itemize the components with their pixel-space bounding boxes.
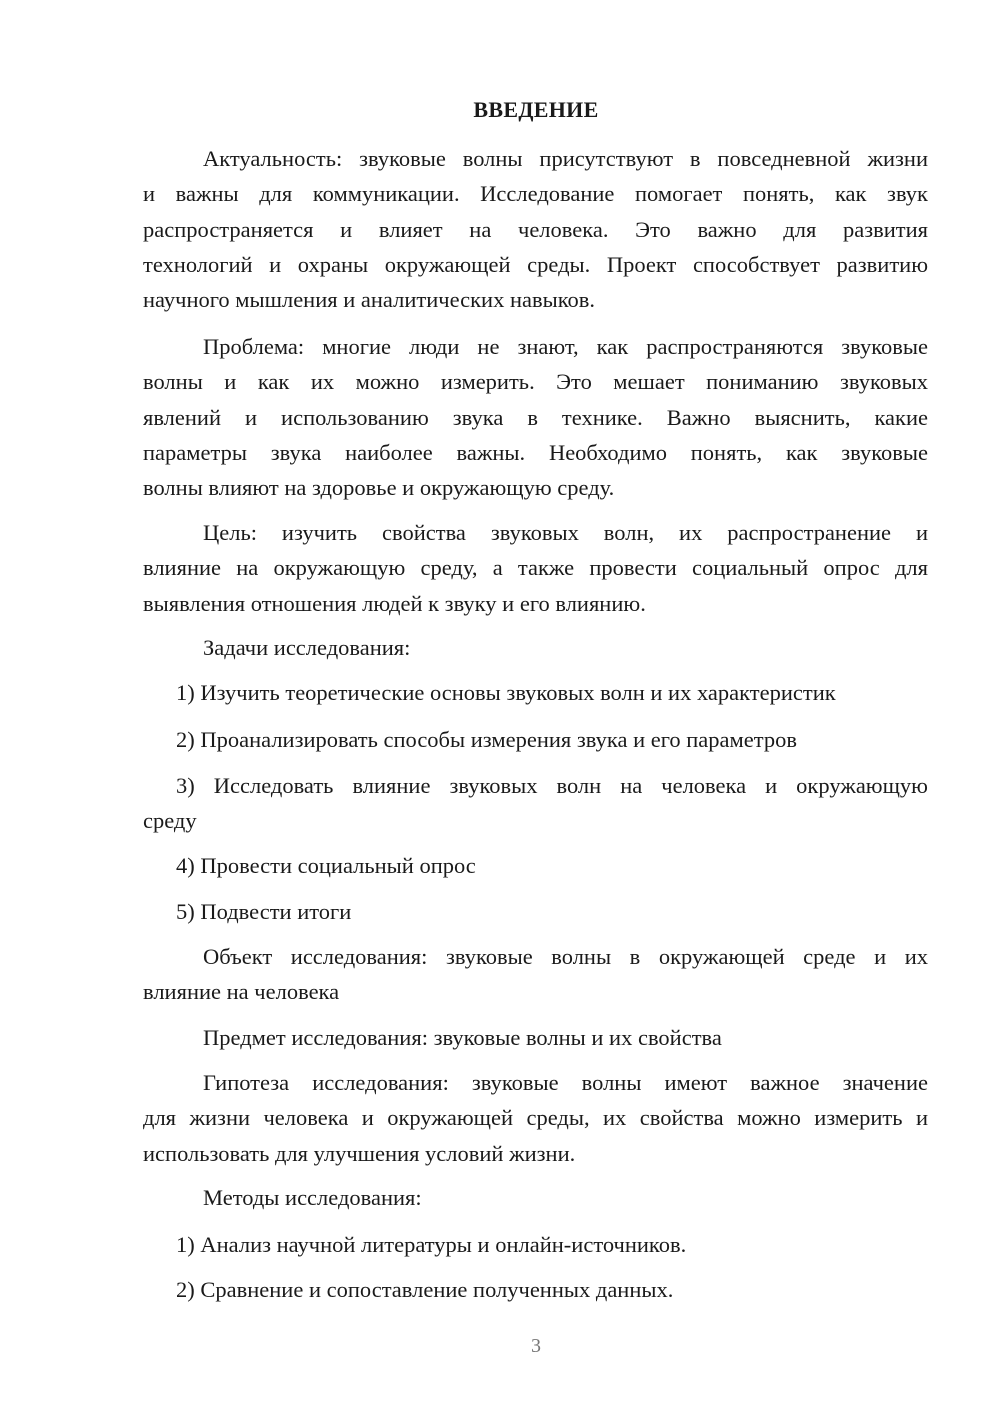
text-line: технологий и охраны окружающей среды. Проект способствует развитию xyxy=(143,251,928,277)
text-line: явлений и использованию звука в технике. Важно выяснить, какие xyxy=(143,404,928,430)
text-line: и важны для коммуникации. Исследование помогает понять, как звук xyxy=(143,181,928,207)
text-line: Задачи исследования: xyxy=(203,635,411,660)
text-line: Гипотеза исследования: звуковые волны имеют важное значение xyxy=(203,1070,928,1095)
text-line: Объект исследования: звуковые волны в окружающей среде и их xyxy=(203,944,928,969)
hypothesis-paragraph xyxy=(143,1065,928,1171)
task-item-4 xyxy=(143,848,928,883)
text-line: Цель: изучить свойства звуковых волн, их распространение и xyxy=(203,520,928,545)
method-item-1 xyxy=(143,1227,928,1262)
text-line: научного мышления и аналитических навыков. xyxy=(143,287,596,313)
tasks-heading xyxy=(143,630,928,665)
text-line: 1) Анализ научной литературы и онлайн-источников. xyxy=(176,1232,687,1257)
relevance-paragraph xyxy=(143,141,928,317)
task-item-3 xyxy=(143,768,928,839)
text-line: влияние на человека xyxy=(143,979,340,1005)
text-line: Актуальность: звуковые волны присутствуют в повседневной жизни xyxy=(203,146,928,171)
text-line: среду xyxy=(143,808,197,834)
goal-paragraph xyxy=(143,515,928,621)
page-number: 3 xyxy=(531,1335,541,1357)
text-line: параметры звука наиболее важны. Необходимо понять, как звуковые xyxy=(143,439,928,465)
task-item-1 xyxy=(143,675,928,710)
text-line: влияние на окружающую среду, а также провести социальный опрос для xyxy=(143,555,928,581)
object-paragraph xyxy=(143,939,928,1010)
text-line: Предмет исследования: звуковые волны и их свойства xyxy=(203,1025,722,1050)
page-title: ВВЕДЕНИЕ xyxy=(473,97,599,122)
text-line: волны влияют на здоровье и окружающую среду. xyxy=(143,475,615,501)
text-line: выявления отношения людей к звуку и его влиянию. xyxy=(143,590,646,616)
text-line: волны и как их можно измерить. Это мешает пониманию звуковых xyxy=(143,369,928,395)
text-line: 2) Сравнение и сопоставление полученных данных. xyxy=(176,1277,674,1302)
text-line: 5) Подвести итоги xyxy=(176,899,352,924)
text-line: распространяется и влияет на человека. Это важно для развития xyxy=(143,216,928,242)
task-item-2 xyxy=(143,722,928,757)
text-line: 2) Проанализировать способы измерения звука и его параметров xyxy=(176,727,797,752)
text-line: 3) Исследовать влияние звуковых волн на человека и окружающую xyxy=(176,773,928,798)
text-line: Проблема: многие люди не знают, как распространяются звуковые xyxy=(203,334,928,359)
method-item-2 xyxy=(143,1272,928,1307)
text-line: 1) Изучить теоретические основы звуковых волн и их характеристик xyxy=(176,680,836,705)
methods-heading xyxy=(143,1180,928,1215)
text-line: использовать для улучшения условий жизни. xyxy=(143,1140,576,1166)
task-item-5 xyxy=(143,894,928,929)
problem-paragraph xyxy=(143,329,928,505)
text-line: для жизни человека и окружающей среды, их свойства можно измерить и xyxy=(143,1105,928,1131)
subject-paragraph xyxy=(143,1020,928,1055)
text-line: Методы исследования: xyxy=(203,1185,422,1210)
text-line: 4) Провести социальный опрос xyxy=(176,853,476,878)
